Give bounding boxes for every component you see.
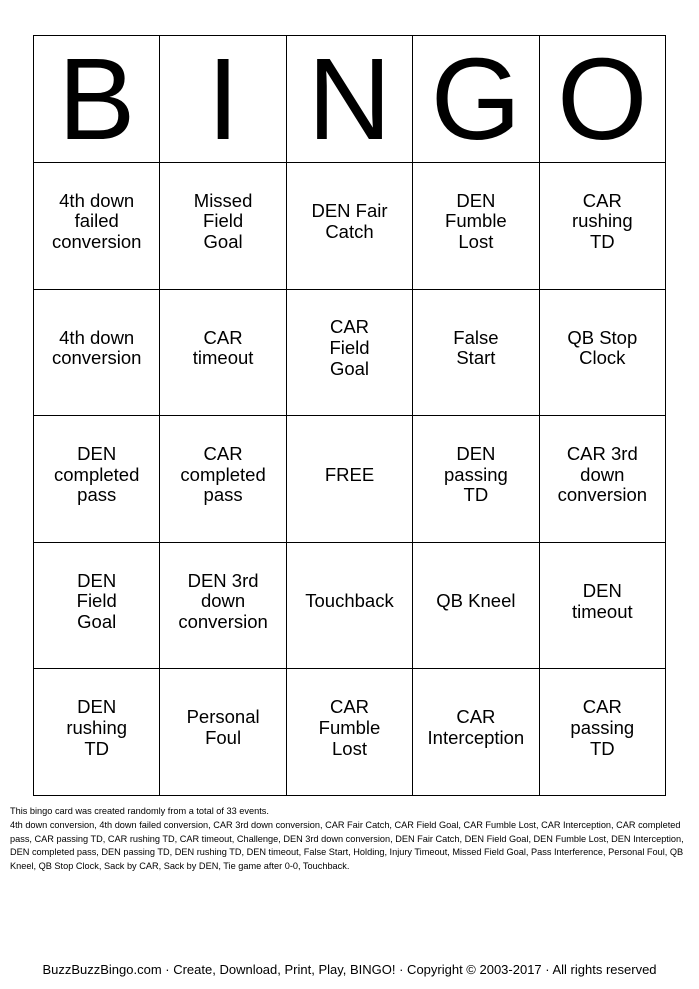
cell-text: CAR rushing TD — [571, 189, 633, 253]
header-letter-o: O — [540, 36, 666, 163]
cell-text: DEN rushing TD — [66, 696, 128, 759]
cell-text: QB Stop Clock — [567, 326, 638, 369]
cell-text: CAR completed pass — [180, 442, 266, 506]
bingo-cell — [160, 543, 286, 670]
bingo-cell — [160, 416, 286, 543]
bingo-cell — [413, 669, 539, 796]
bingo-cell — [34, 669, 160, 796]
cell-text: DEN passing TD — [444, 442, 508, 506]
cell-text: DEN completed pass — [54, 442, 140, 506]
cell-text: DEN Fair Catch — [311, 200, 388, 242]
bingo-cell — [287, 543, 413, 670]
bingo-card — [33, 35, 666, 796]
cell-text: QB Kneel — [436, 590, 516, 612]
header-letter-b: B — [34, 36, 160, 163]
cell-text: DEN Field Goal — [76, 569, 117, 632]
bingo-cell — [540, 669, 666, 796]
bingo-cell — [540, 163, 666, 290]
bingo-cell — [540, 416, 666, 543]
bingo-cell — [34, 543, 160, 670]
bingo-cell — [413, 163, 539, 290]
bingo-cell — [540, 290, 666, 417]
cell-text: Personal Foul — [186, 706, 260, 749]
bingo-cell — [413, 543, 539, 670]
cell-text: DEN Fumble Lost — [445, 189, 507, 253]
cell-text: CAR passing TD — [570, 696, 635, 759]
cell-text: CAR Fumble Lost — [318, 696, 381, 759]
bingo-cell — [34, 290, 160, 417]
bingo-cell — [34, 416, 160, 543]
free-space-cell — [287, 416, 413, 543]
bingo-cell — [540, 543, 666, 670]
bingo-cell — [160, 669, 286, 796]
cell-text: 4th down failed conversion — [51, 189, 142, 253]
footer-copyright: BuzzBuzzBingo.com · Create, Download, Print, Play, BINGO! · Copyright © 2003-2017 · All rights reserved — [42, 962, 657, 977]
cell-text: Touchback — [305, 590, 394, 612]
bingo-cell — [287, 163, 413, 290]
header-letter-i: I — [160, 36, 286, 163]
bingo-cell — [287, 669, 413, 796]
header-letter-n: N — [287, 36, 413, 163]
card-info — [10, 805, 685, 874]
cell-text: DEN timeout — [571, 579, 633, 622]
cell-text: FREE — [324, 463, 375, 485]
cell-text: Missed Field Goal — [193, 189, 253, 253]
cell-text: 4th down conversion — [51, 326, 142, 369]
bingo-cell — [160, 290, 286, 417]
cell-text: CAR timeout — [192, 326, 254, 369]
info-event-list: 4th down conversion, 4th down failed conversion, CAR 3rd down conversion, CAR Fair Catch, CAR Field Goal, CAR Fumble Lost, CAR Interception, CAR completed pass, CAR passing TD, CAR rushing TD, CAR timeout, Challenge, DEN 3rd down conversion, DEN Fair Catch, DEN Field Goal, DEN Fumble Lost, DEN Interception, DEN completed pass, DEN passing TD, DEN rushing TD, DEN timeout, False Start, Holding, Injury Timeout, Missed Field Goal, Pass Interference, Personal Foul, QB Kneel, QB Stop Clock, Sack by CAR, Sack by DEN, Tie game after 0-0, Touchback. — [10, 819, 684, 872]
cell-text: CAR Field Goal — [329, 316, 370, 379]
cell-text: CAR 3rd down conversion — [557, 442, 648, 506]
header-letter-g: G — [413, 36, 539, 163]
info-summary: This bingo card was created randomly from a total of 33 events. — [10, 806, 269, 816]
cell-text: DEN 3rd down conversion — [178, 569, 268, 632]
bingo-cell — [160, 163, 286, 290]
bingo-cell — [413, 416, 539, 543]
bingo-cell — [287, 290, 413, 417]
cell-text: False Start — [453, 326, 499, 369]
cell-text: CAR Interception — [427, 706, 525, 749]
bingo-cell — [413, 290, 539, 417]
bingo-cell — [34, 163, 160, 290]
